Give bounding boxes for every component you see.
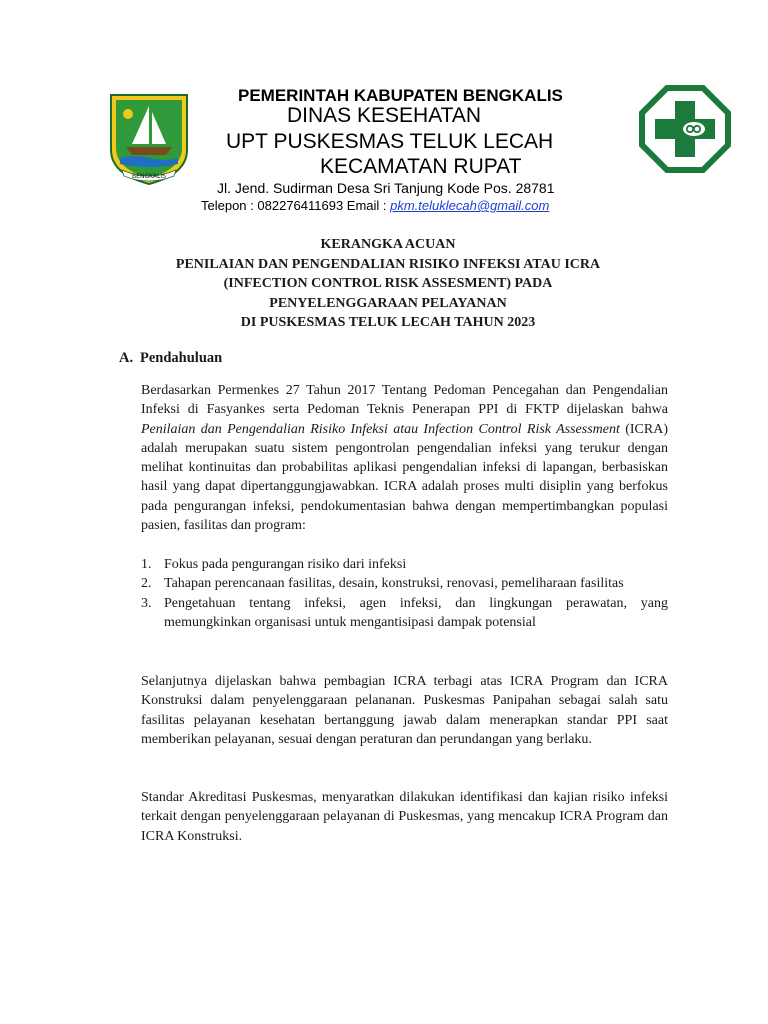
list-item-number: 3. — [141, 595, 152, 611]
list-item-text: Pengetahuan tentang infeksi, agen infeksi, dan lingkungan perawatan, yang memungkinkan organisasi untuk mengantisipasi dampak potensial — [164, 595, 668, 630]
contact-line — [201, 198, 549, 213]
list-item-number: 1. — [141, 557, 152, 572]
document-title — [100, 235, 676, 333]
accreditation-paragraph: Standar Akreditasi Puskesmas, menyaratkan dilakukan identifikasi dan kajian risiko infeksi terkait dengan penyelenggaraan pelayanan di Puskesmas, yang mencakup ICRA Program dan ICRA Konstruksi. — [141, 790, 668, 844]
title-line-3: (INFECTION CONTROL RISK ASSESMENT) PADA — [223, 276, 553, 292]
title-line-4: PENYELENGGARAAN PELAYANAN — [269, 295, 507, 311]
health-office-name: DINAS KESEHATAN — [287, 104, 482, 127]
regency-government-name: PEMERINTAH KABUPATEN BENGKALIS — [238, 86, 563, 105]
list-item — [141, 574, 668, 593]
numbered-list — [141, 555, 668, 632]
list-item — [141, 555, 668, 574]
title-line-2: PENILAIAN DAN PENGENDALIAN RISIKO INFEKSI ATAU ICRA — [175, 256, 601, 272]
address-line: Jl. Jend. Sudirman Desa Sri Tanjung Kode Pos. 28781 — [217, 180, 555, 196]
section-heading — [119, 350, 222, 367]
section-number: A. — [119, 350, 134, 366]
email-link[interactable]: pkm.teluklecah@gmail.com — [390, 198, 550, 213]
icra-division-paragraph: Selanjutnya dijelaskan bahwa pembagian ICRA terbagi atas ICRA Program dan ICRA Konstruksi dalam penyelenggaraan pelananan. Puskesmas Panipahan sebagai salah satu fasilitas pelayanan kesehatan bertanggung jawab dalam menerapkan standar PPI saat memberikan pelayanan, sesuai dengan peraturan dan perundangan yang berlaku. — [141, 674, 668, 747]
telephone-text: Telepon : 082276411693 Email : — [201, 198, 391, 213]
intro-text-b: (ICRA) adalah merupakan suatu sistem pengontrolan pengendalian infeksi yang terukur dengan melihat kontinuitas dan probabilitas aplikasi pengendalian infeksi di lapangan, berbasiskan hasil yang dapat dipertanggungjawabkan. ICRA adalah proses multi disiplin yang berfokus pada pengurangan infeksi, pendokumentasian bahwa dengan mempertimbangkan populasi pasien, fasilitas dan program: — [141, 421, 668, 534]
list-item — [141, 594, 668, 633]
intro-text-italic: Penilaian dan Pengendalian Risiko Infeksi atau Infection Control Risk Assessment — [141, 421, 620, 437]
list-item-text: Fokus pada pengurangan risiko dari infeksi — [164, 557, 407, 572]
emblem-label: BENGKALIS — [132, 173, 166, 180]
district-name: KECAMATAN RUPAT — [320, 155, 522, 178]
title-line-5: DI PUSKESMAS TELUK LECAH TAHUN 2023 — [240, 315, 536, 331]
section-title: Pendahuluan — [140, 350, 223, 366]
puskesmas-cross-logo — [639, 85, 731, 173]
puskesmas-name: UPT PUSKESMAS TELUK LECAH — [226, 130, 554, 153]
bengkalis-emblem-logo — [108, 92, 190, 186]
intro-paragraph — [141, 381, 668, 535]
intro-text-a: Berdasarkan Permenkes 27 Tahun 2017 Tentang Pedoman Pencegahan dan Pengendalian Infeksi di Fasyankes serta Pedoman Teknis Penerapan PPI di FKTP dijelaskan bahwa — [141, 383, 668, 418]
list-item-text: Tahapan perencanaan fasilitas, desain, konstruksi, renovasi, pemeliharaan fasilitas — [164, 576, 624, 592]
list-item-number: 2. — [141, 576, 152, 592]
title-line-1: KERANGKA ACUAN — [320, 237, 456, 252]
